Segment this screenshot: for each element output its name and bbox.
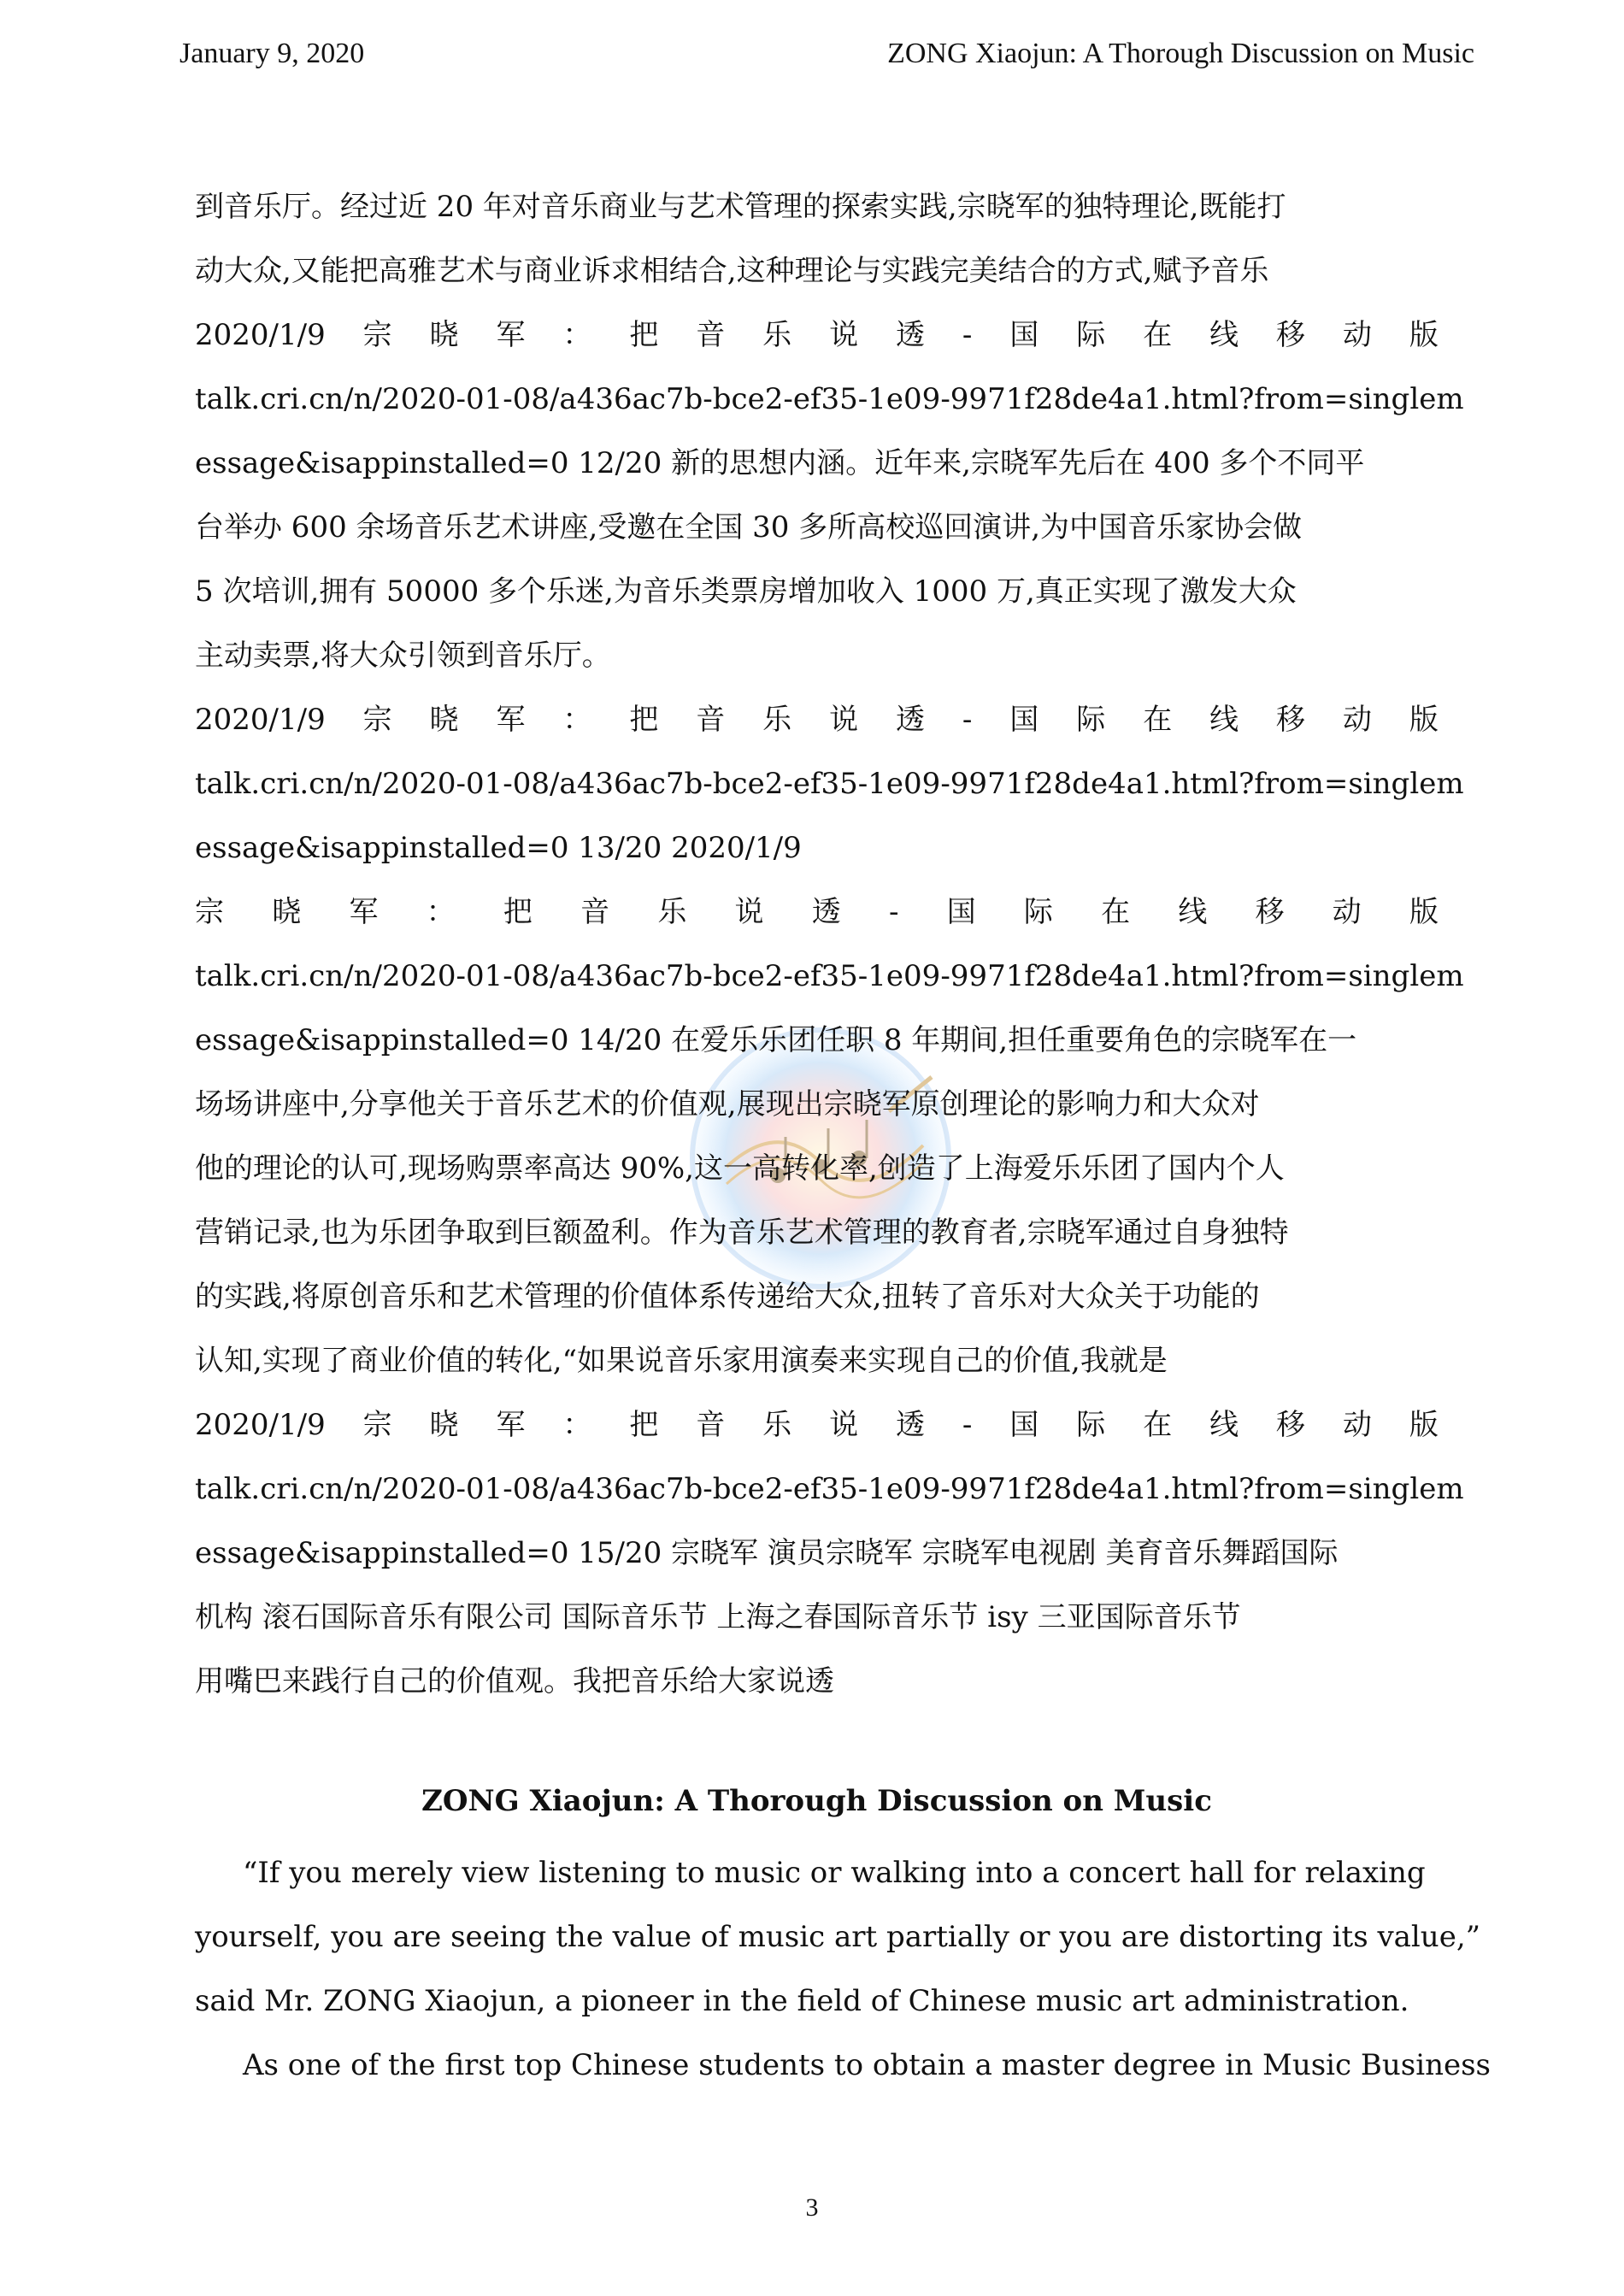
body-text: 主动卖票,将大众引领到音乐厅。 [195, 639, 611, 673]
paragraph-text: As one of the first top Chinese students to obtain a master degree in Music Business [243, 2048, 1492, 2082]
body-text: 台举办 600 余场音乐艺术讲座,受邀在全国 30 多所高校巡回演讲,为中国音乐家协会做 [195, 510, 1303, 545]
paragraph-line [195, 1905, 1481, 1969]
citation-char: 透 [896, 1408, 925, 1442]
citation-char: 军 [496, 1408, 526, 1442]
citation-char: - [962, 318, 973, 352]
body-text: essage&isappinstalled=0 12/20 新的思想内涵。近年来,宗晓军先后在 400 多个不同平 [195, 446, 1365, 480]
body-text: 的实践,将原创音乐和艺术管理的价值体系传递给大众,扭转了音乐对大众关于功能的 [195, 1280, 1260, 1314]
citation-char: 移 [1276, 703, 1306, 737]
body-text: 用嘴巴来践行自己的价值观。我把音乐给大家说透 [195, 1664, 834, 1698]
body-line [195, 1201, 1439, 1265]
citation-char: 乐 [762, 318, 792, 352]
paragraph-line [195, 1841, 1439, 1905]
body-line [195, 1522, 1439, 1586]
citation-char: 线 [1178, 895, 1208, 929]
article-heading: ZONG Xiaojun: A Thorough Discussion on Music [421, 1784, 1212, 1818]
citation-char: 版 [1409, 703, 1439, 737]
citation-char: 把 [629, 1408, 659, 1442]
body-line [195, 816, 1439, 880]
citation-char: 乐 [762, 703, 792, 737]
citation-char: 说 [829, 1408, 859, 1442]
citation-char: 动 [1332, 895, 1362, 929]
chinese-body-text [195, 175, 1464, 1714]
body-line [195, 1265, 1439, 1329]
body-text: essage&isappinstalled=0 13/20 2020/1/9 [195, 831, 802, 865]
url-line [195, 945, 1464, 1009]
citation-char: ： [426, 895, 456, 929]
citation-char: 军 [349, 895, 379, 929]
citation-char: 移 [1276, 1408, 1306, 1442]
paragraph-line [195, 1969, 1439, 2034]
page-header [179, 38, 1474, 75]
source-citation-line [195, 303, 1439, 368]
body-line [195, 1650, 1439, 1714]
citation-char: 音 [696, 318, 726, 352]
citation-date: 2020/1/9 [195, 1408, 326, 1442]
paragraph-text: “If you merely view listening to music or walking into a concert hall for relaxing [243, 1856, 1426, 1890]
citation-char: 军 [496, 318, 526, 352]
citation-char: ： [562, 318, 592, 352]
url-text: talk.cri.cn/n/2020-01-08/a436ac7b-bce2-ef35-1e09-9971f28de4a1.html?from=singlem [195, 382, 1464, 416]
citation-char: 在 [1143, 318, 1173, 352]
body-text: 到音乐厅。经过近 20 年对音乐商业与艺术管理的探索实践,宗晓军的独特理论,既能打 [195, 190, 1286, 224]
body-text: 场场讲座中,分享他关于音乐艺术的价值观,展现出宗晓军原创理论的影响力和大众对 [195, 1087, 1260, 1122]
citation-char: 动 [1342, 703, 1372, 737]
source-citation-line [195, 688, 1439, 752]
body-line [195, 560, 1439, 624]
citation-char: 透 [811, 895, 841, 929]
citation-char: 说 [829, 703, 859, 737]
body-line [195, 175, 1439, 239]
citation-char: 音 [696, 703, 726, 737]
citation-char: 版 [1409, 895, 1439, 929]
citation-char: 在 [1101, 895, 1131, 929]
citation-char: 乐 [657, 895, 687, 929]
body-line [195, 1009, 1439, 1073]
header-title: ZONG Xiaojun: A Thorough Discussion on Music [887, 38, 1474, 69]
citation-char: 国 [1009, 318, 1039, 352]
citation-char: 宗 [362, 1408, 392, 1442]
citation-char: 把 [629, 703, 659, 737]
citation-char: 乐 [762, 1408, 792, 1442]
body-text: 营销记录,也为乐团争取到巨额盈利。作为音乐艺术管理的教育者,宗晓军通过自身独特 [195, 1216, 1289, 1250]
citation-char: 在 [1143, 1408, 1173, 1442]
body-line [195, 1329, 1439, 1393]
citation-char: 际 [1076, 1408, 1106, 1442]
citation-char: 际 [1023, 895, 1053, 929]
citation-char: 军 [496, 703, 526, 737]
citation-char: 宗 [362, 703, 392, 737]
body-line [195, 1586, 1439, 1650]
citation-char: 透 [896, 318, 925, 352]
citation-char: 线 [1209, 1408, 1239, 1442]
url-line [195, 368, 1464, 432]
citation-char: 线 [1209, 318, 1239, 352]
citation-char: 说 [829, 318, 859, 352]
citation-char: 把 [629, 318, 659, 352]
body-line [195, 496, 1439, 560]
citation-char: 线 [1209, 703, 1239, 737]
url-text: talk.cri.cn/n/2020-01-08/a436ac7b-bce2-ef35-1e09-9971f28de4a1.html?from=singlem [195, 767, 1464, 801]
body-text: 机构 滚石国际音乐有限公司 国际音乐节 上海之春国际音乐节 isy 三亚国际音乐节 [195, 1600, 1241, 1634]
citation-char: 晓 [429, 318, 459, 352]
citation-char: 国 [1009, 703, 1039, 737]
url-line [195, 752, 1464, 816]
citation-char: 国 [946, 895, 976, 929]
citation-char: 国 [1009, 1408, 1039, 1442]
english-body-text [195, 1841, 1492, 2098]
body-line [195, 1073, 1439, 1137]
citation-char: 版 [1409, 1408, 1439, 1442]
citation-char: 际 [1076, 318, 1106, 352]
citation-char: 晓 [429, 703, 459, 737]
body-line [195, 432, 1439, 496]
citation-char: 际 [1076, 703, 1106, 737]
page-number: 3 [805, 2193, 819, 2222]
source-citation-line [195, 1393, 1439, 1457]
url-text: talk.cri.cn/n/2020-01-08/a436ac7b-bce2-ef35-1e09-9971f28de4a1.html?from=singlem [195, 1472, 1464, 1506]
citation-char: 宗 [362, 318, 392, 352]
citation-char: 在 [1143, 703, 1173, 737]
citation-char: 晓 [272, 895, 302, 929]
body-text: 动大众,又能把高雅艺术与商业诉求相结合,这种理论与实践完美结合的方式,赋予音乐 [195, 254, 1269, 288]
citation-char: ： [562, 703, 592, 737]
citation-char: 移 [1255, 895, 1285, 929]
citation-char: 宗 [195, 895, 224, 929]
citation-char: 音 [696, 1408, 726, 1442]
citation-char: 动 [1342, 1408, 1372, 1442]
citation-char: 移 [1276, 318, 1306, 352]
body-line [195, 624, 1439, 688]
body-line [195, 1137, 1439, 1201]
citation-char: 版 [1409, 318, 1439, 352]
citation-char: 把 [503, 895, 533, 929]
citation-char: 晓 [429, 1408, 459, 1442]
citation-char: 透 [896, 703, 925, 737]
paragraph-text: yourself, you are seeing the value of music art partially or you are distorting its value,” [195, 1920, 1481, 1954]
citation-char: - [962, 703, 973, 737]
body-text: 认知,实现了商业价值的转化,“如果说音乐家用演奏来实现自己的价值,我就是 [195, 1344, 1168, 1378]
citation-char: 音 [580, 895, 610, 929]
url-line [195, 1457, 1464, 1522]
source-citation-line [195, 880, 1439, 945]
citation-char: - [888, 895, 899, 929]
header-date: January 9, 2020 [179, 38, 365, 69]
citation-date: 2020/1/9 [195, 703, 326, 737]
citation-char: - [962, 1408, 973, 1442]
body-line [195, 239, 1439, 303]
citation-char: ： [562, 1408, 592, 1442]
paragraph-line [195, 2034, 1492, 2098]
citation-char: 动 [1342, 318, 1372, 352]
body-text: essage&isappinstalled=0 14/20 在爱乐乐团任职 8 年期间,担任重要角色的宗晓军在一 [195, 1023, 1357, 1057]
body-text: 5 次培训,拥有 50000 多个乐迷,为音乐类票房增加收入 1000 万,真正实现了激发大众 [195, 574, 1297, 609]
citation-date: 2020/1/9 [195, 318, 326, 352]
url-text: talk.cri.cn/n/2020-01-08/a436ac7b-bce2-ef35-1e09-9971f28de4a1.html?from=singlem [195, 959, 1464, 993]
body-text: 他的理论的认可,现场购票率高达 90%,这一高转化率,创造了上海爱乐乐团了国内个人 [195, 1151, 1285, 1186]
citation-char: 说 [734, 895, 764, 929]
body-text: essage&isappinstalled=0 15/20 宗晓军 演员宗晓军 宗晓军电视剧 美育音乐舞蹈国际 [195, 1536, 1339, 1570]
paragraph-text: said Mr. ZONG Xiaojun, a pioneer in the field of Chinese music art administration. [195, 1984, 1409, 2018]
